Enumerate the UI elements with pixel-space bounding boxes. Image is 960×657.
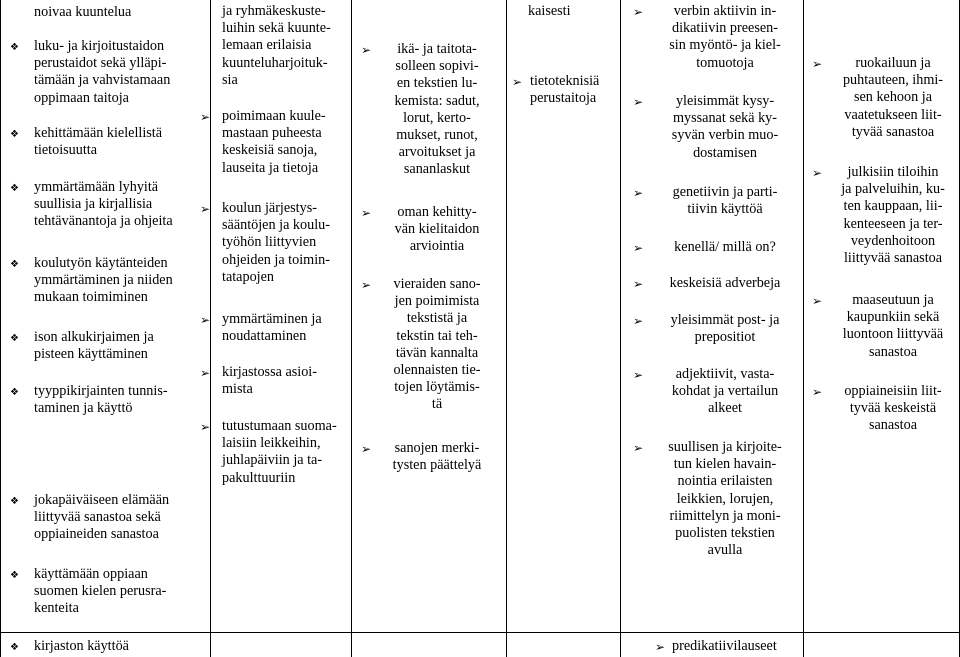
list-item: yleisimmät kysy- myssanat sekä ky- syvän verbin muo- dostamisen xyxy=(671,93,779,161)
arrow-bullet-icon: ➢ xyxy=(812,57,823,71)
diamond-bullet-icon: ❖ xyxy=(10,129,19,140)
arrow-bullet-icon: ➢ xyxy=(633,186,644,200)
list-item: genetiivin ja parti- tiivin käyttöä xyxy=(672,184,778,218)
arrow-bullet-icon: ➢ xyxy=(512,75,523,89)
list-item: ymmärtäminen ja noudattaminen xyxy=(222,311,322,345)
arrow-bullet-icon: ➢ xyxy=(633,5,644,19)
arrow-bullet-icon: ➢ xyxy=(812,294,823,308)
list-item: yleisimmät post- ja prepositiot xyxy=(670,312,780,346)
list-item: kirjaston käyttöä xyxy=(34,638,129,654)
list-item: predikatiivilauseet xyxy=(672,638,777,654)
list-item: tyyppikirjainten tunnis- taminen ja käyttö xyxy=(34,383,168,417)
list-item: maaseutuun ja kaupunkiin sekä luontoon liittyvää sanastoa xyxy=(842,292,944,360)
column-divider xyxy=(620,0,621,657)
arrow-bullet-icon: ➢ xyxy=(200,420,211,434)
arrow-bullet-icon: ➢ xyxy=(200,313,211,327)
list-item: koulutyön käytänteiden ymmärtäminen ja niiden mukaan toimiminen xyxy=(34,255,173,306)
arrow-bullet-icon: ➢ xyxy=(633,95,644,109)
arrow-bullet-icon: ➢ xyxy=(633,441,644,455)
arrow-bullet-icon: ➢ xyxy=(655,640,666,654)
list-item: oppiaineisiin liit- tyvää keskeistä sanastoa xyxy=(844,383,942,434)
arrow-bullet-icon: ➢ xyxy=(200,366,211,380)
arrow-bullet-icon: ➢ xyxy=(812,385,823,399)
diamond-bullet-icon: ❖ xyxy=(10,642,19,653)
diamond-bullet-icon: ❖ xyxy=(10,333,19,344)
list-item: vieraiden sano- jen poimimista tekstistä ja tekstin tai teh- tävän kannalta olennaisten tie- tojen löytämis- tä xyxy=(393,276,481,413)
column-2-intro: ja ryhmäkeskuste- luihin sekä kuunte- lemaan erilaisia kuunteluharjoituk- sia xyxy=(222,3,331,88)
list-item: luku- ja kirjoitustaidon perustaidot sekä ylläpi- tämään ja vahvistamaan oppimaan taitoja xyxy=(34,38,171,106)
list-item: julkisiin tiloihin ja palveluihin, ku- ten kauppaan, lii- kenteeseen ja ter- veydenhoitoon liittyvää sanastoa xyxy=(841,164,945,267)
arrow-bullet-icon: ➢ xyxy=(633,368,644,382)
list-item: kenellä/ millä on? xyxy=(674,239,776,255)
arrow-bullet-icon: ➢ xyxy=(633,277,644,291)
arrow-bullet-icon: ➢ xyxy=(361,43,372,57)
list-item: käyttämään oppiaan suomen kielen perusra- kenteita xyxy=(34,566,167,617)
arrow-bullet-icon: ➢ xyxy=(200,110,211,124)
list-item: adjektiivit, vasta- kohdat ja vertailun alkeet xyxy=(671,366,779,417)
column-divider xyxy=(351,0,352,657)
diamond-bullet-icon: ❖ xyxy=(10,496,19,507)
row-divider xyxy=(0,632,960,633)
list-item: oman kehitty- vän kielitaidon arviointia xyxy=(394,204,480,255)
list-item: ruokailuun ja puhtauteen, ihmi- sen kehoon ja vaatetukseen liit- tyvää sanastoa xyxy=(842,55,944,140)
diamond-bullet-icon: ❖ xyxy=(10,183,19,194)
arrow-bullet-icon: ➢ xyxy=(812,166,823,180)
diamond-bullet-icon: ❖ xyxy=(10,259,19,270)
column-divider xyxy=(803,0,804,657)
list-item: koulun järjestys- sääntöjen ja koulu- työhön liittyvien ohjeiden ja toimin- tatapojen xyxy=(222,200,330,285)
list-item: verbin aktiivin in- dikatiivin preesen- sin myöntö- ja kiel- tomuotoja xyxy=(669,3,781,71)
arrow-bullet-icon: ➢ xyxy=(200,202,211,216)
list-item: ikä- ja taitota- solleen sopivi- en tekstien lu- kemista: sadut, lorut, kerto- mukset, runot, arvoitukset ja sananlaskut xyxy=(394,41,480,178)
column-divider xyxy=(210,0,211,657)
list-item: keskeisiä adverbeja xyxy=(669,275,781,291)
column-1-intro: noivaa kuuntelua xyxy=(34,4,132,20)
table-border-left xyxy=(0,0,1,657)
list-item: kirjastossa asioi- mista xyxy=(222,364,317,398)
list-item: tietoteknisiä perustaitoja xyxy=(530,73,600,107)
arrow-bullet-icon: ➢ xyxy=(633,241,644,255)
list-item: sanojen merki- tysten päättelyä xyxy=(392,440,482,474)
arrow-bullet-icon: ➢ xyxy=(633,314,644,328)
arrow-bullet-icon: ➢ xyxy=(361,278,372,292)
diamond-bullet-icon: ❖ xyxy=(10,42,19,53)
arrow-bullet-icon: ➢ xyxy=(361,206,372,220)
list-item: suullisen ja kirjoite- tun kielen havain- nointia erilaisten leikkien, lorujen, riimittelyn ja moni- puolisten tekstien avulla xyxy=(668,439,782,559)
list-item: kehittämään kielellistä tietoisuutta xyxy=(34,125,163,159)
list-item: ison alkukirjaimen ja pisteen käyttäminen xyxy=(34,329,154,363)
arrow-bullet-icon: ➢ xyxy=(361,442,372,456)
diamond-bullet-icon: ❖ xyxy=(10,570,19,581)
list-item: tutustumaan suoma- laisiin leikkeihin, juhlapäiviin ja ta- pakulttuuriin xyxy=(222,418,337,486)
column-divider xyxy=(506,0,507,657)
column-4-intro: kaisesti xyxy=(528,3,571,19)
list-item: jokapäiväiseen elämään liittyvää sanastoa sekä oppiaineiden sanastoa xyxy=(34,492,170,543)
diamond-bullet-icon: ❖ xyxy=(10,387,19,398)
list-item: ymmärtämään lyhyitä suullisia ja kirjallisia tehtävänantoja ja ohjeita xyxy=(34,179,173,230)
list-item: poimimaan kuule- mastaan puheesta keskeisiä sanoja, lauseita ja tietoja xyxy=(222,108,326,176)
